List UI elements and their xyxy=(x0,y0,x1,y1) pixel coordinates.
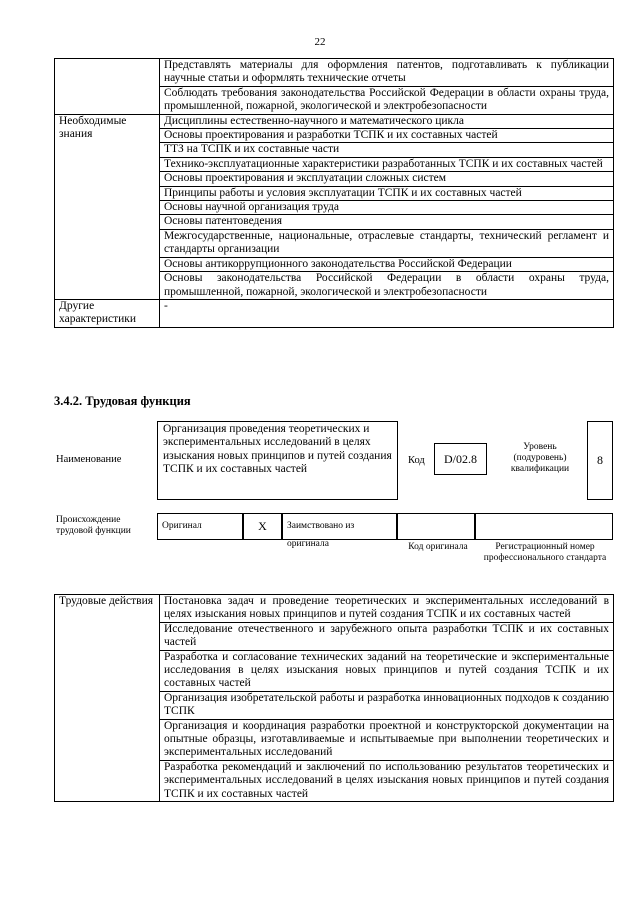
list-item: Основы антикоррупционного законодательства Российской Федерации xyxy=(160,257,614,271)
level-value: 8 xyxy=(587,421,613,500)
origin-label: Происхождение трудовой функции xyxy=(56,515,131,536)
list-item: Межгосударственные, национальные, отраслевые стандарты, технический регламент и стандарты организации xyxy=(160,229,614,257)
borrowed-label: Заимствовано из оригинала xyxy=(287,521,355,549)
code-label: Код xyxy=(408,455,425,466)
row-label: Другие характеристики xyxy=(55,299,160,327)
list-item: Основы научной организация труда xyxy=(160,201,614,215)
list-item: Разработка рекомендаций и заключений по использованию результатов теоретических и экспериментальных исследований в целях изыскания новых принципов и путей создания ТСПК и их составных частей xyxy=(160,760,614,801)
borrowed-box xyxy=(282,513,397,549)
original-mark: X xyxy=(243,513,282,540)
skills-knowledge-table xyxy=(54,58,614,328)
list-item: Основы проектирования и эксплуатации сложных систем xyxy=(160,172,614,186)
row-label xyxy=(55,59,160,115)
list-item: Основы патентоведения xyxy=(160,215,614,229)
reg-caption: Регистрационный номер профессионального стандарта xyxy=(483,542,607,563)
row-label: Необходимые знания xyxy=(55,114,160,299)
list-item: Исследование отечественного и зарубежного опыта разработки ТСПК и их составных частей xyxy=(160,622,614,650)
code-caption: Код оригинала xyxy=(408,542,468,552)
list-item: Постановка задач и проведение теоретических и экспериментальных исследований в целях изыскания новых принципов и путей создания ТСПК и их составных частей xyxy=(160,595,614,623)
page-number: 22 xyxy=(314,36,326,48)
list-item: Дисциплины естественно-научного и математического цикла xyxy=(160,114,614,128)
table-row xyxy=(55,299,614,327)
name-label: Наименование xyxy=(56,454,122,465)
row-label: Трудовые действия xyxy=(55,595,160,802)
level-label: Уровень (подуровень) квалификации xyxy=(510,442,570,474)
labor-actions-table xyxy=(54,594,614,802)
table-row xyxy=(55,595,614,623)
list-item: Принципы работы и условия эксплуатации ТСПК и их составных частей xyxy=(160,186,614,200)
list-item: Представлять материалы для оформления патентов, подготавливать к публикации научные статьи и оформлять технические отчеты xyxy=(160,59,614,87)
list-item: - xyxy=(160,299,614,327)
list-item: Соблюдать требования законодательства Российской Федерации в области охраны труда, промышленной, пожарной, экологической и электробезопасности xyxy=(160,86,614,114)
table-row xyxy=(55,114,614,128)
list-item: ТТЗ на ТСПК и их составные части xyxy=(160,143,614,157)
list-item: Основы проектирования и разработки ТСПК и их составных частей xyxy=(160,129,614,143)
original-code-box xyxy=(397,513,475,540)
list-item: Организация и координация разработки проектной и конструкторской документации на опытные образцы, изготавливаемые и испытываемые при выполнении теоретических и экспериментальных исследований xyxy=(160,719,614,760)
original-label: Оригинал xyxy=(162,521,202,531)
table-row xyxy=(55,59,614,87)
function-code: D/02.8 xyxy=(434,443,487,475)
list-item: Основы законодательства Российской Федерации в области охраны труда, промышленной, пожарной, экологической и электробезопасности xyxy=(160,272,614,300)
list-item: Технико-эксплуатационные характеристики разработанных ТСПК и их составных частей xyxy=(160,157,614,171)
function-name: Организация проведения теоретических и экспериментальных исследований в целях изыскания новых принципов и путей создания ТСПК и их составных частей xyxy=(157,421,398,500)
reg-number-box xyxy=(475,513,613,540)
list-item: Разработка и согласование технических заданий на теоретические и экспериментальные исследования в целях изыскания новых принципов и путей создания ТСПК и их составных частей xyxy=(160,650,614,691)
list-item: Организация изобретательской работы и разработка инновационных подходов к созданию ТСПК xyxy=(160,691,614,719)
section-title: 3.4.2. Трудовая функция xyxy=(54,394,191,408)
